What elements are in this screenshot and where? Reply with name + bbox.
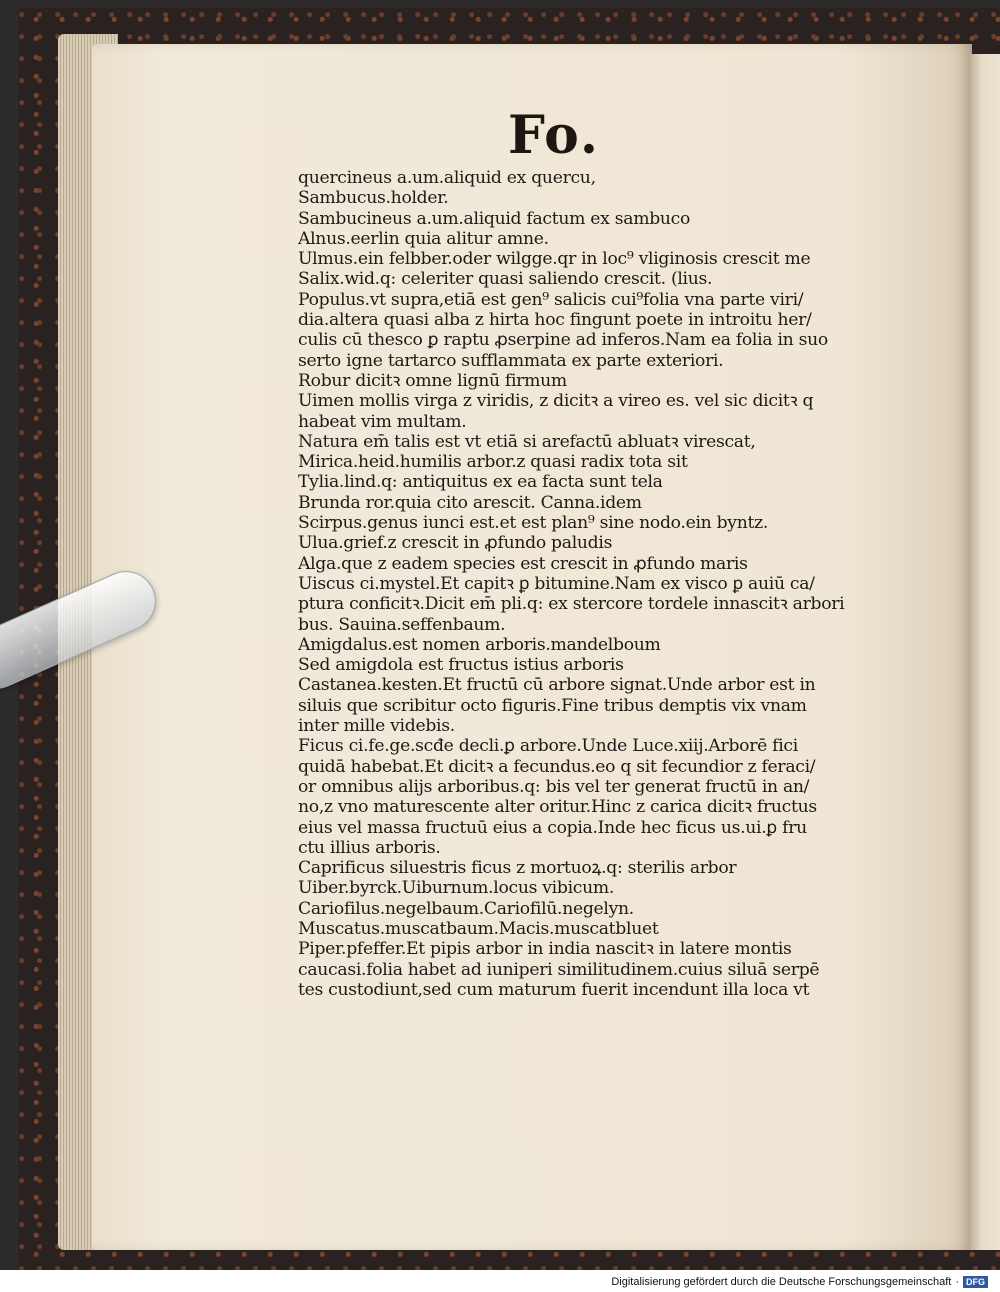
text-block bbox=[298, 168, 878, 1000]
text-line: Alga.que z eadem species est crescit in ꝓfundo maris bbox=[298, 553, 748, 574]
text-line: Scirpus.genus iunci est.et est plan⁹ sine nodo.ein byntz. bbox=[298, 513, 768, 534]
text-line: Amigdalus.est nomen arboris.mandelboum bbox=[298, 634, 661, 655]
text-line: Alnus.eerlin quia alitur amne. bbox=[298, 228, 549, 249]
text-line: quidā habebat.Et dicitꝛ a fecundus.eo q sit fecundior z feraci/ bbox=[298, 756, 816, 777]
right-page-edge bbox=[970, 54, 1000, 1250]
text-line: ptura conficitꝛ.Dicit em̄ pli.q: ex stercore tordele innascitꝛ arbori bbox=[298, 594, 845, 615]
folio-heading: Fo. bbox=[508, 105, 600, 166]
text-line: Castanea.kesten.Et fructū cū arbore signat.Unde arbor est in bbox=[298, 675, 816, 696]
text-line: caucasi.folia habet ad iuniperi similitudinem.cuius siluā serpē bbox=[298, 959, 820, 980]
text-line: tes custodiunt,sed cum maturum fuerit incendunt illa loca vt bbox=[298, 979, 810, 1000]
text-line: Natura em̄ talis est vt etiā si arefactū abluatꝛ virescat, bbox=[298, 431, 756, 452]
credit-text: Digitalisierung gefördert durch die Deutsche Forschungsgemeinschaft bbox=[611, 1276, 952, 1288]
text-line: Ficus ci.fe.ge.scđe decli.ꝑ arbore.Unde Luce.xiij.Arborē fici bbox=[298, 736, 798, 757]
text-line: quercineus a.um.aliquid ex quercu, bbox=[298, 168, 596, 188]
text-line: Robur dicitꝛ omne lignū firmum bbox=[298, 370, 567, 391]
text-line: inter mille videbis. bbox=[298, 716, 455, 737]
text-line: Tylia.lind.q: antiquitus ex ea facta sunt tela bbox=[298, 472, 663, 493]
text-line: Ulmus.ein felbber.oder wilgge.qr in loc⁹ vliginosis crescit me bbox=[298, 249, 811, 270]
text-line: Sambucineus a.um.aliquid factum ex sambuco bbox=[298, 208, 691, 229]
text-line: Cariofilus.negelbaum.Cariofilū.negelyn. bbox=[298, 898, 634, 919]
text-line: Sed amigdola est fructus istius arboris bbox=[298, 655, 624, 676]
text-line: Uiber.byrck.Uiburnum.locus vibicum. bbox=[298, 878, 615, 899]
text-line: Piper.pfeffer.Et pipis arbor in india nascitꝛ in latere montis bbox=[298, 939, 792, 960]
text-line: Uimen mollis virga z viridis, z dicitꝛ a vireo es. vel sic dicitꝛ q bbox=[298, 391, 814, 412]
text-line: Ulua.grief.z crescit in ꝓfundo paludis bbox=[298, 533, 613, 554]
text-line: Mirica.heid.humilis arbor.z quasi radix tota sit bbox=[298, 452, 688, 473]
text-line: Populus.vt supra,etiā est gen⁹ salicis cui⁹folia vna parte viri/ bbox=[298, 289, 804, 310]
text-line: culis cū thesco ꝑ raptu ꝓserpine ad inferos.Nam ea folia in suo bbox=[298, 330, 828, 351]
text-line: no,z vno maturescente alter oritur.Hinc z carica dicitꝛ fructus bbox=[298, 797, 817, 818]
text-line: Brunda ror.quia cito arescit. Canna.idem bbox=[298, 492, 642, 513]
dfg-logo: DFG bbox=[963, 1276, 988, 1288]
text-line: eius vel massa fructuū eius a copia.Inde hec ficus us.ui.ꝑ fru bbox=[298, 817, 807, 838]
text-line: or omnibus alijs arboribus.q: bis vel ter generat fructū in an/ bbox=[298, 776, 810, 797]
text-line: Muscatus.muscatbaum.Macis.muscatbluet bbox=[298, 918, 659, 939]
text-line: bus. Sauina.seffenbaum. bbox=[298, 614, 506, 635]
credit-separator: · bbox=[955, 1276, 959, 1288]
text-line: Caprificus siluestris ficus z mortuoꝝ.q: sterilis arbor bbox=[298, 858, 737, 879]
text-line: habeat vim multam. bbox=[298, 411, 467, 432]
text-line: ctu illius arboris. bbox=[298, 837, 441, 858]
text-line: siluis que scribitur octo figuris.Fine tribus demptis vix vnam bbox=[298, 695, 807, 716]
text-line: dia.altera quasi alba z hirta hoc fingunt poete in introitu her/ bbox=[298, 310, 812, 331]
funding-credit bbox=[607, 1275, 992, 1289]
text-line: Uiscus ci.mystel.Et capitꝛ ꝑ bitumine.Nam ex visco ꝑ auiū ca/ bbox=[298, 573, 815, 594]
text-line: serto igne tartarco sufflammata ex parte exteriori. bbox=[298, 350, 724, 371]
text-line: Sambucus.holder. bbox=[298, 188, 449, 209]
text-line: Salix.wid.q: celeriter quasi saliendo crescit. (lius. bbox=[298, 269, 713, 290]
